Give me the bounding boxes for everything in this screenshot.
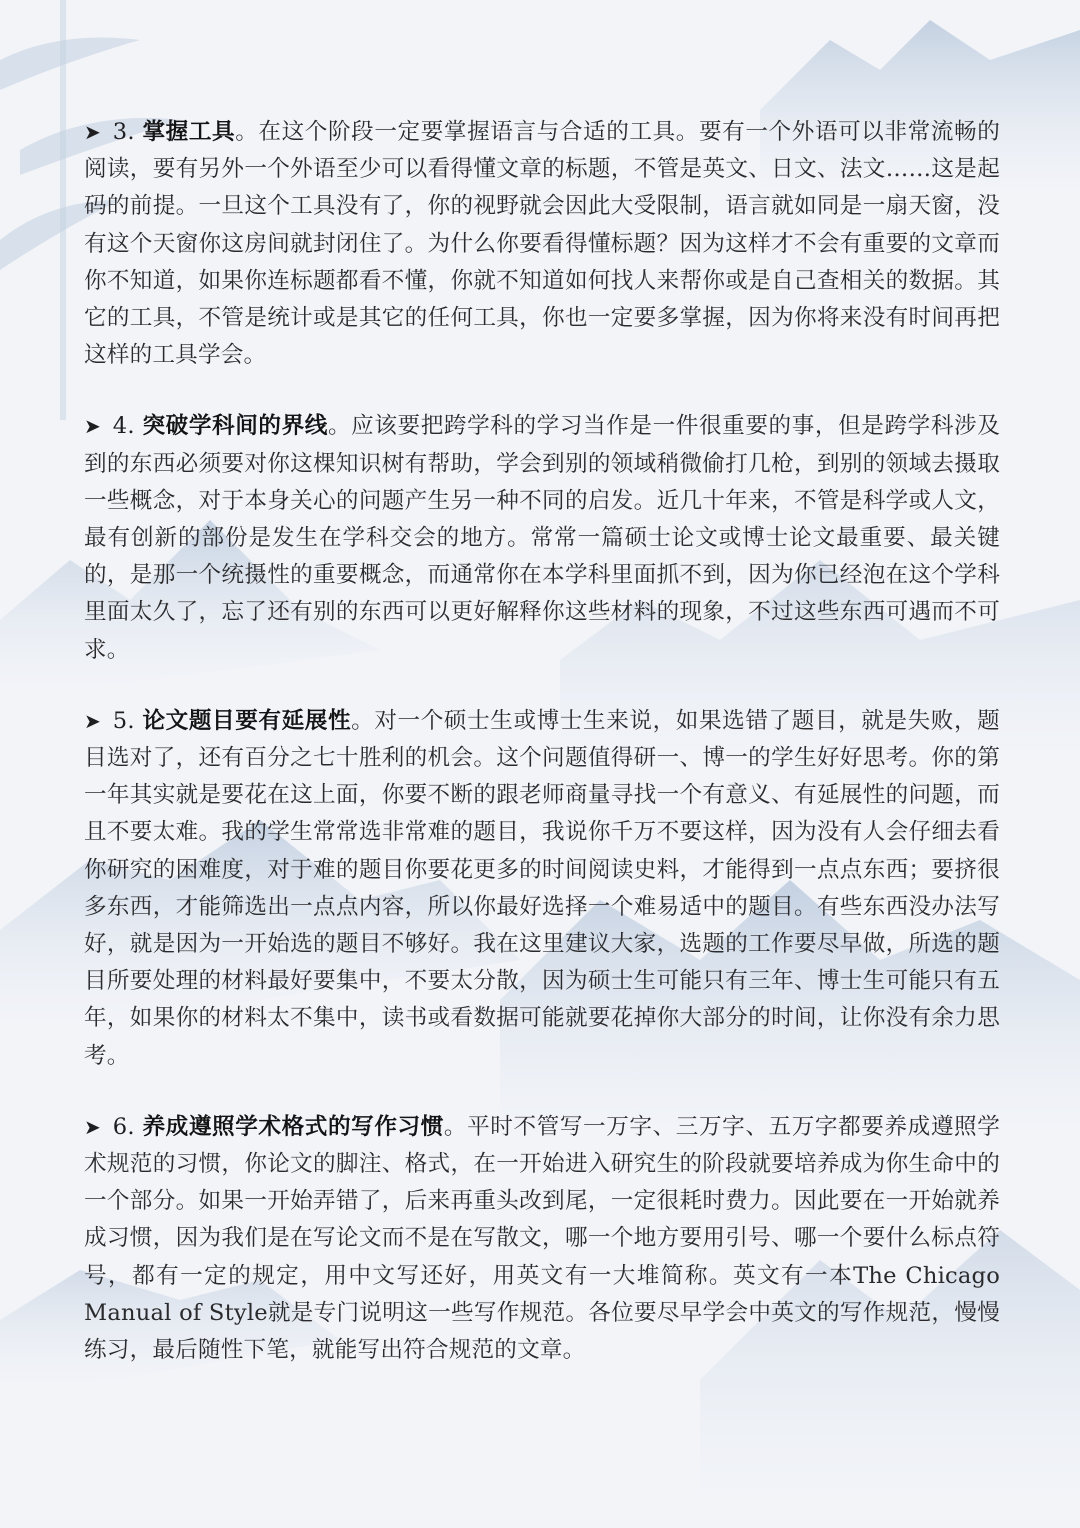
arrow-icon: ➤ bbox=[84, 414, 101, 439]
section-heading: 突破学科间的界线 bbox=[142, 413, 328, 440]
section-6 bbox=[84, 1109, 1000, 1369]
section-body: 。在这个阶段一定要掌握语言与合适的工具。要有一个外语可以非常流畅的阅读，要有另外一个外语至少可以看得懂文章的标题，不管是英文、日文、法文……这是起码的前提。一旦这个工具没有了，你的视野就会因此大受限制，语言就如同是一扇天窗，没有这个天窗你这房间就封闭住了。为什么你要看得懂标题？因为这样才不会有重要的文章而你不知道，如果你连标题都看不懂，你就不知道如何找人来帮你或是自己查相关的数据。其它的工具，不管是统计或是其它的任何工具，你也一定要多掌握，因为你将来没有时间再把这样的工具学会。 bbox=[84, 119, 1000, 369]
section-5 bbox=[84, 703, 1000, 1075]
article-content bbox=[84, 114, 1000, 1403]
section-body: 。对一个硕士生或博士生来说，如果选错了题目，就是失败，题目选对了，还有百分之七十胜利的机会。这个问题值得研一、博一的学生好好思考。你的第一年其实就是要花在这上面，你要不断的跟老师商量寻找一个有意义、有延展性的问题，而且不要太难。我的学生常常选非常难的题目，我说你千万不要这样，因为没有人会仔细去看你研究的困难度，对于难的题目你要花更多的时间阅读史料，才能得到一点点东西；要挤很多东西，才能筛选出一点点内容，所以你最好选择一个难易适中的题目。有些东西没办法写好，就是因为一开始选的题目不够好。我在这里建议大家，选题的工作要尽早做，所选的题目所要处理的材料最好要集中，不要太分散，因为硕士生可能只有三年、博士生可能只有五年，如果你的材料太不集中，读书或看数据可能就要花掉你大部分的时间，让你没有余力思考。 bbox=[84, 707, 1000, 1069]
arrow-icon: ➤ bbox=[84, 120, 101, 144]
section-heading: 掌握工具 bbox=[142, 119, 236, 145]
arrow-icon: ➤ bbox=[84, 1114, 101, 1139]
section-number: 4. bbox=[112, 413, 135, 440]
section-3 bbox=[84, 114, 1000, 374]
section-number: 6. bbox=[112, 1113, 135, 1140]
section-number: 5. bbox=[112, 707, 135, 734]
section-heading: 论文题目要有延展性 bbox=[142, 707, 352, 734]
section-heading: 养成遵照学术格式的写作习惯 bbox=[142, 1113, 444, 1140]
section-body: 。应该要把跨学科的学习当作是一件很重要的事，但是跨学科涉及到的东西必须要对你这棵知识树有帮助，学会到别的领域稍微偷打几枪，到别的领域去摄取一些概念，对于本身关心的问题产生另一种不同的启发。近几十年来，不管是科学或人文，最有创新的部份是发生在学科交会的地方。常常一篇硕士论文或博士论文最重要、最关键的，是那一个统摄性的重要概念，而通常你在本学科里面抓不到，因为你已经泡在这个学科里面太久了，忘了还有别的东西可以更好解释你这些材料的现象，不过这些东西可遇而不可求。 bbox=[84, 413, 1000, 663]
arrow-icon: ➤ bbox=[84, 708, 101, 733]
section-body: 。平时不管写一万字、三万字、五万字都要养成遵照学术规范的习惯，你论文的脚注、格式，在一开始进入研究生的阶段就要培养成为你生命中的一个部分。如果一开始弄错了，后来再重头改到尾，一定很耗时费力。因此要在一开始就养成习惯，因为我们是在写论文而不是在写散文，哪一个地方要用引号、哪一个要什么标点符号，都有一定的规定，用中文写还好，用英文有一大堆简称。英文有一本The Chicago Manual of Style就是专门说明这一些写作规范。各位要尽早学会中英文的写作规范，慢慢练习，最后随性下笔，就能写出符合规范的文章。 bbox=[84, 1113, 1000, 1364]
section-number: 3. bbox=[112, 119, 135, 145]
section-4 bbox=[84, 408, 1000, 668]
